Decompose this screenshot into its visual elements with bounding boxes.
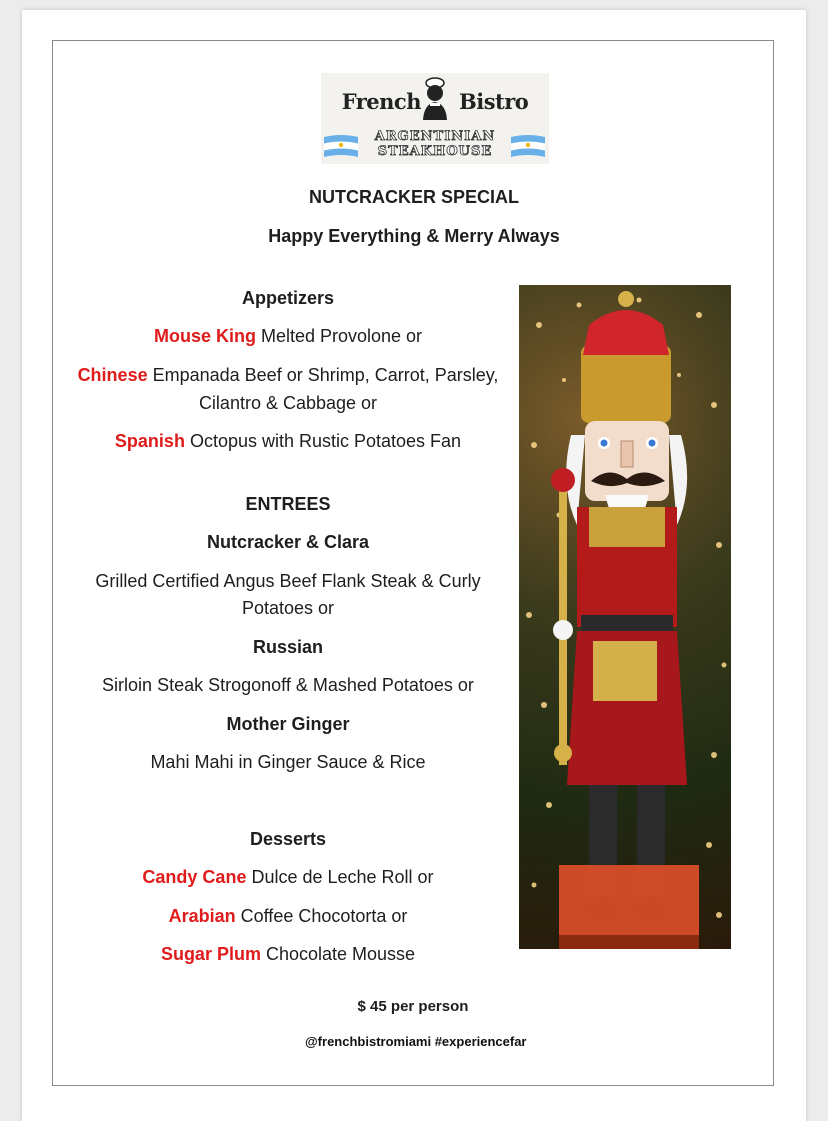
entree-desc: Sirloin Steak Strogonoff & Mashed Potatoes or <box>102 675 474 695</box>
appetizer-item <box>88 326 488 347</box>
logo-sub-line2: STEAKHOUSE <box>377 144 493 159</box>
nutcracker-illustration <box>519 285 731 949</box>
dessert-item <box>88 906 488 927</box>
logo-title <box>321 89 549 114</box>
dessert-desc: Dulce de Leche Roll or <box>246 867 434 887</box>
dessert-name: Sugar Plum <box>160 944 261 964</box>
appetizer-name: Mouse King <box>153 326 256 346</box>
appetizer-name: Chinese <box>77 365 148 385</box>
dessert-item <box>88 944 488 965</box>
entree-desc: Mahi Mahi in Ginger Sauce & Rice <box>150 752 426 772</box>
dessert-desc: Coffee Chocotorta or <box>235 906 408 926</box>
menu-title: NUTCRACKER SPECIAL <box>308 187 519 207</box>
appetizers-heading: Appetizers <box>241 288 335 308</box>
entrees-heading: ENTREES <box>245 494 331 514</box>
dessert-name: Candy Cane <box>142 867 247 887</box>
dessert-item <box>88 867 488 888</box>
logo-name-right: Bistro <box>458 89 529 114</box>
menu-subtitle: Happy Everything & Merry Always <box>268 226 560 246</box>
restaurant-logo <box>321 73 549 164</box>
logo-subtitle <box>321 129 549 159</box>
desserts-heading: Desserts <box>249 829 327 849</box>
appetizer-item <box>68 431 508 452</box>
appetizer-item <box>58 365 518 386</box>
appetizer-name: Spanish <box>114 431 185 451</box>
entree-desc-line2: Potatoes or <box>241 598 335 618</box>
nutcracker-photo <box>519 285 731 949</box>
appetizer-desc: Melted Provolone or <box>255 326 423 346</box>
entree-name: Russian <box>252 637 324 657</box>
price: $ 45 per person <box>357 998 469 1015</box>
appetizer-desc: Empanada Beef or Shrimp, Carrot, Parsley, <box>147 365 499 385</box>
entree-name: Nutcracker & Clara <box>206 532 370 552</box>
logo-name-left: French <box>341 89 421 114</box>
dessert-name: Arabian <box>168 906 236 926</box>
appetizer-desc: Octopus with Rustic Potatoes Fan <box>184 431 462 451</box>
logo-sub-line1: ARGENTINIAN <box>374 129 496 144</box>
dessert-desc: Chocolate Mousse <box>260 944 416 964</box>
entree-name: Mother Ginger <box>226 714 350 734</box>
social-handles: @frenchbistromiami #experiencefar <box>305 1034 527 1049</box>
entree-desc: Grilled Certified Angus Beef Flank Steak & Curly <box>95 571 481 591</box>
appetizer-desc-line2: Cilantro & Cabbage or <box>198 393 378 413</box>
